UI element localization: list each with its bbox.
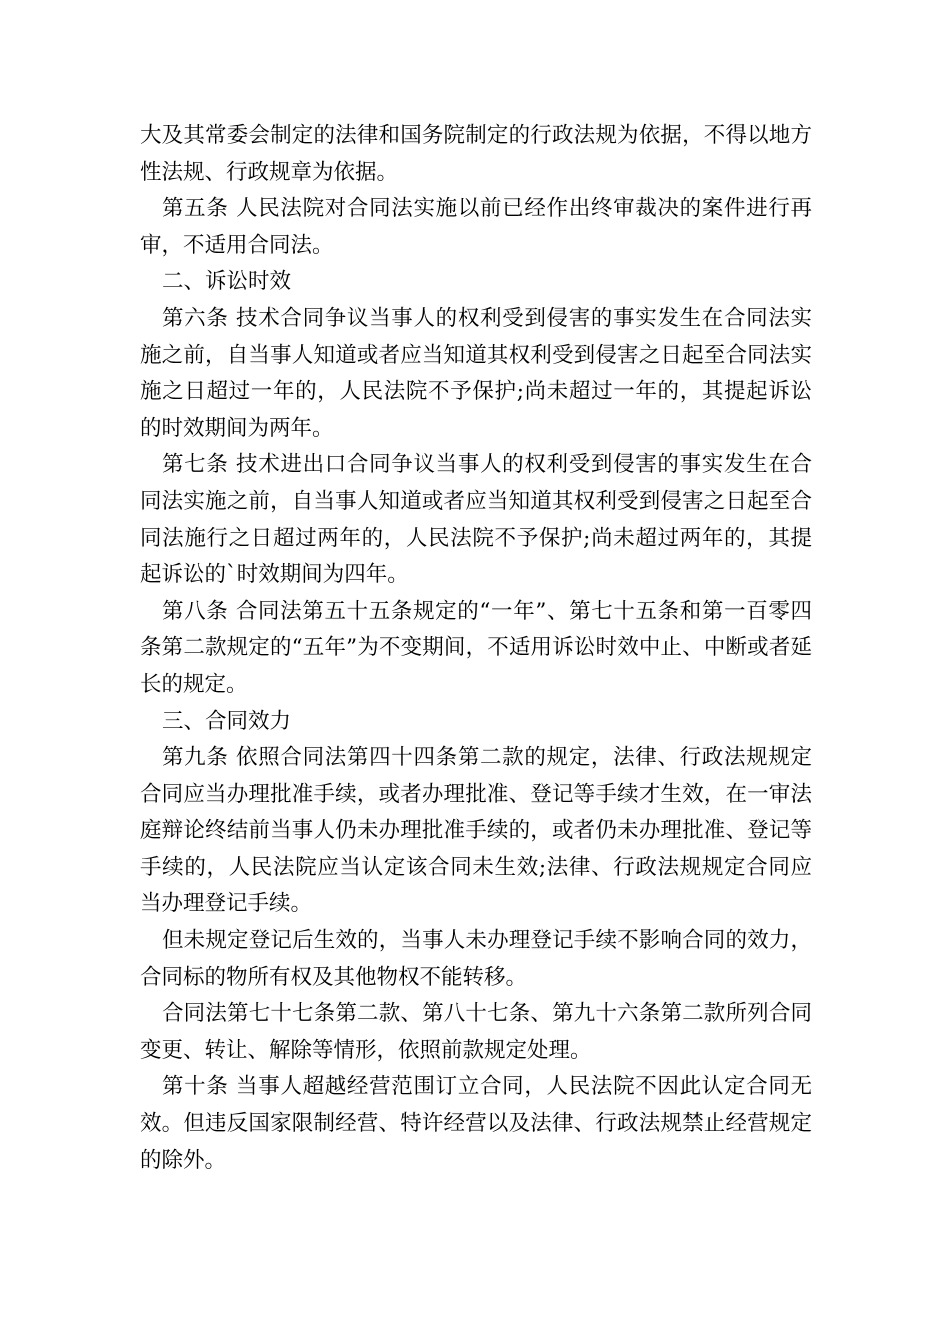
paragraph-article-9: 第九条 依照合同法第四十四条第二款的规定，法律、行政法规规定合同应当办理批准手续，或者办理批准、登记等手续才生效，在一审法庭辩论终结前当事人仍未办理批准手续的，或者仍未办理批准、登记等手续的，人民法院应当认定该合同未生效;法律、行政法规规定合同应当办理登记手续。 [140, 745, 812, 917]
document-page [140, 118, 812, 1179]
section-heading-contract-validity: 三、合同效力 [162, 708, 292, 734]
paragraph-article-6: 第六条 技术合同争议当事人的权利受到侵害的事实发生在合同法实施之前，自当事人知道或者应当知道其权利受到侵害之日起至合同法实施之日超过一年的，人民法院不予保护;尚未超过一年的，其提起诉讼的时效期间为两年。 [140, 305, 812, 441]
paragraph-article-10: 第十条 当事人超越经营范围订立合同，人民法院不因此认定合同无效。但违反国家限制经营、特许经营以及法律、行政法规禁止经营规定的除外。 [140, 1074, 812, 1173]
paragraph-article-77-87-96: 合同法第七十七条第二款、第八十七条、第九十六条第二款所列合同变更、转让、解除等情形，依照前款规定处理。 [140, 1001, 812, 1063]
paragraph-article-5: 第五条 人民法院对合同法实施以前已经作出终审裁决的案件进行再审，不适用合同法。 [140, 196, 812, 258]
paragraph-article-7: 第七条 技术进出口合同争议当事人的权利受到侵害的事实发生在合同法实施之前，自当事人知道或者应当知道其权利受到侵害之日起至合同法施行之日超过两年的，人民法院不予保护;尚未超过两年的，其提起诉讼的`时效期间为四年。 [140, 452, 812, 588]
paragraph-continuation: 大及其常委会制定的法律和国务院制定的行政法规为依据，不得以地方性法规、行政规章为依据。 [140, 123, 812, 185]
paragraph-article-8: 第八条 合同法第五十五条规定的“一年”、第七十五条和第一百零四条第二款规定的“五年”为不变期间，不适用诉讼时效中止、中断或者延长的规定。 [140, 598, 812, 697]
paragraph-registration: 但未规定登记后生效的，当事人未办理登记手续不影响合同的效力，合同标的物所有权及其他物权不能转移。 [140, 928, 812, 990]
section-heading-statute-of-limitations: 二、诉讼时效 [162, 269, 292, 295]
